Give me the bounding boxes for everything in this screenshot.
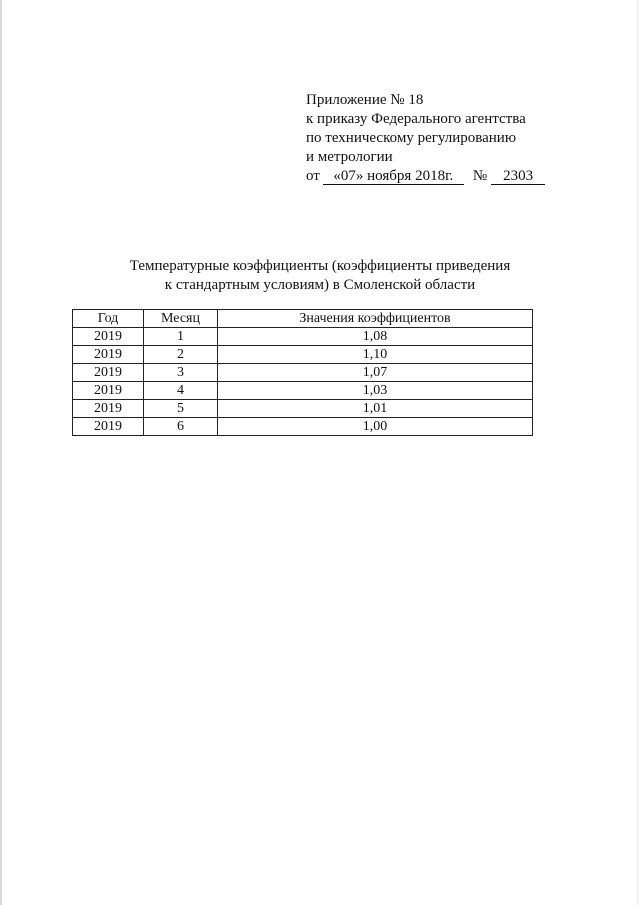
cell-year: 2019 <box>73 328 144 346</box>
order-number: 2303 <box>491 169 545 185</box>
cell-year: 2019 <box>73 346 144 364</box>
scan-edge-right <box>637 0 638 905</box>
header-year: Год <box>73 310 144 328</box>
cell-month: 5 <box>144 400 218 418</box>
cell-year: 2019 <box>73 364 144 382</box>
title-line-2: к стандартным условиям) в Смоленской области <box>164 277 476 293</box>
coefficients-table <box>72 309 533 436</box>
appendix-order-ref: к приказу Федерального агентства <box>306 111 526 127</box>
cell-value: 1,03 <box>218 382 533 400</box>
cell-year: 2019 <box>73 400 144 418</box>
cell-value: 1,08 <box>218 328 533 346</box>
number-sign: № <box>472 168 488 184</box>
table-row <box>73 400 533 418</box>
table-row <box>73 418 533 436</box>
document-title <box>90 257 550 295</box>
cell-value: 1,01 <box>218 400 533 418</box>
table-row <box>73 382 533 400</box>
cell-value: 1,00 <box>218 418 533 436</box>
appendix-header <box>306 91 545 186</box>
cell-year: 2019 <box>73 382 144 400</box>
appendix-agency-line-2: и метрологии <box>306 149 393 165</box>
table-header-row <box>73 310 533 328</box>
order-date: «07» ноября 2018г. <box>323 169 464 185</box>
cell-value: 1,07 <box>218 364 533 382</box>
date-prefix: от <box>306 168 320 184</box>
cell-month: 3 <box>144 364 218 382</box>
scan-edge-left <box>0 0 2 905</box>
table-row <box>73 364 533 382</box>
order-date-line <box>306 167 545 186</box>
appendix-agency-line: по техническому регулированию <box>306 130 517 146</box>
header-month: Месяц <box>144 310 218 328</box>
appendix-number: Приложение № 18 <box>306 92 424 108</box>
cell-month: 2 <box>144 346 218 364</box>
cell-month: 6 <box>144 418 218 436</box>
table-row <box>73 328 533 346</box>
table-row <box>73 346 533 364</box>
header-value: Значения коэффициентов <box>218 310 533 328</box>
title-line-1: Температурные коэффициенты (коэффициенты приведения <box>129 258 511 274</box>
cell-month: 4 <box>144 382 218 400</box>
cell-year: 2019 <box>73 418 144 436</box>
cell-value: 1,10 <box>218 346 533 364</box>
cell-month: 1 <box>144 328 218 346</box>
